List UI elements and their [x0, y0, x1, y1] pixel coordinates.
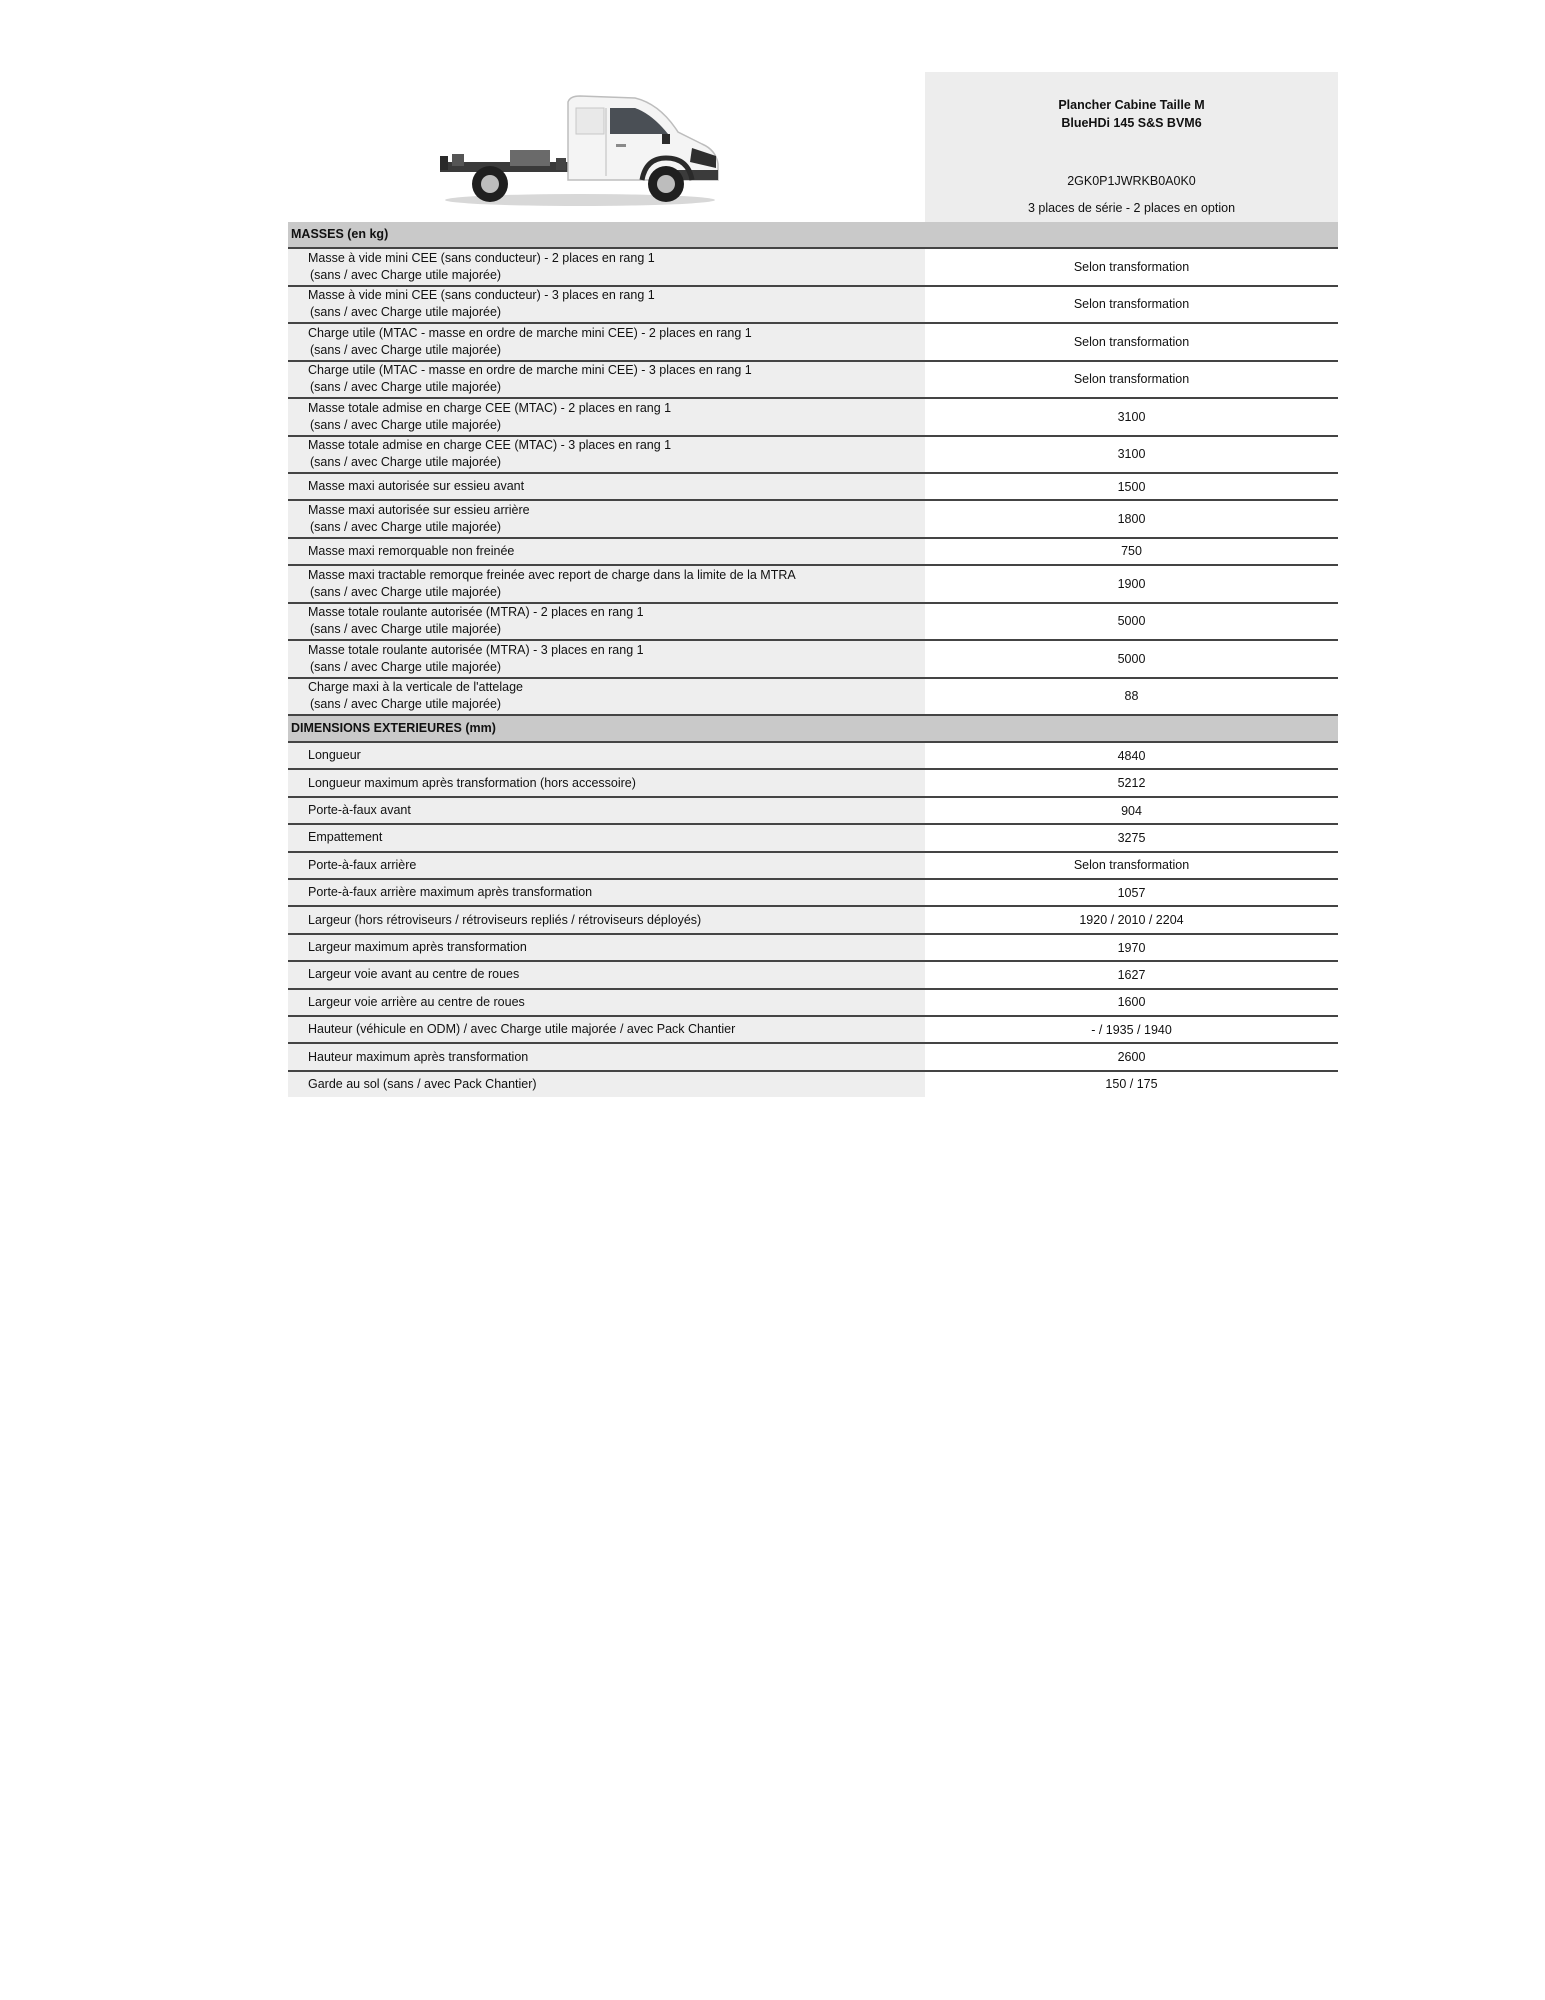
- table-row: [288, 743, 1338, 770]
- row-value: Selon transformation: [925, 853, 1338, 878]
- row-label: [288, 362, 925, 398]
- row-label-line1: Masse maxi remorquable non freinée: [308, 543, 515, 558]
- row-label: [288, 825, 925, 850]
- row-label: [288, 539, 925, 564]
- row-value: 1800: [925, 501, 1338, 537]
- row-value: 5212: [925, 770, 1338, 795]
- row-label-line2: (sans / avec Charge utile majorée): [310, 417, 502, 432]
- row-label: [288, 798, 925, 823]
- row-value: 1627: [925, 962, 1338, 987]
- row-label-line2: (sans / avec Charge utile majorée): [310, 697, 502, 712]
- table-row: [288, 501, 1338, 539]
- row-value: Selon transformation: [925, 287, 1338, 323]
- row-value: 1057: [925, 880, 1338, 905]
- row-label-text: Largeur voie arrière au centre de roues: [308, 994, 525, 1009]
- table-row: [288, 990, 1338, 1017]
- table-row: [288, 362, 1338, 400]
- row-value: 1900: [925, 566, 1338, 602]
- row-label: [288, 907, 925, 932]
- row-label-line1: Masse totale roulante autorisée (MTRA) - 2 places en rang 1: [308, 605, 644, 620]
- table-row: [288, 907, 1338, 934]
- row-label: [288, 1017, 925, 1042]
- row-value: 1970: [925, 935, 1338, 960]
- table-row: [288, 641, 1338, 679]
- row-label-line1: Masse maxi tractable remorque freinée avec report de charge dans la limite de la MTRA: [308, 567, 796, 582]
- row-label-text: Porte-à-faux arrière: [308, 857, 417, 872]
- row-label-line1: Charge utile (MTAC - masse en ordre de marche mini CEE) - 2 places en rang 1: [308, 325, 752, 340]
- row-label: [288, 249, 925, 285]
- row-value: Selon transformation: [925, 249, 1338, 285]
- table-row: [288, 880, 1338, 907]
- row-value: 88: [925, 679, 1338, 715]
- table-row: [288, 604, 1338, 642]
- row-value: 904: [925, 798, 1338, 823]
- row-label-line2: (sans / avec Charge utile majorée): [310, 267, 502, 282]
- row-value: 5000: [925, 604, 1338, 640]
- row-value: 4840: [925, 743, 1338, 768]
- row-label: [288, 770, 925, 795]
- table-row: [288, 539, 1338, 566]
- row-value: 3100: [925, 399, 1338, 435]
- row-label: [288, 1044, 925, 1069]
- table-row: [288, 566, 1338, 604]
- row-label-line2: (sans / avec Charge utile majorée): [310, 659, 502, 674]
- table-row: [288, 679, 1338, 717]
- table-row: [288, 825, 1338, 852]
- row-label-line1: Masse totale roulante autorisée (MTRA) - 3 places en rang 1: [308, 642, 644, 657]
- section-dimensions-title: DIMENSIONS EXTERIEURES (mm): [288, 716, 1338, 743]
- row-value: Selon transformation: [925, 324, 1338, 360]
- sheet-header: [288, 72, 1338, 222]
- table-row: [288, 399, 1338, 437]
- row-value: 750: [925, 539, 1338, 564]
- masses-table: [288, 249, 1338, 716]
- table-row: [288, 1072, 1338, 1097]
- row-label-line1: Masse totale admise en charge CEE (MTAC) - 2 places en rang 1: [308, 400, 672, 415]
- table-row: [288, 437, 1338, 475]
- row-label: [288, 437, 925, 473]
- row-label-text: Porte-à-faux avant: [308, 803, 411, 818]
- row-value: 1920 / 2010 / 2204: [925, 907, 1338, 932]
- row-label-line1: Charge utile (MTAC - masse en ordre de marche mini CEE) - 3 places en rang 1: [308, 363, 752, 378]
- row-value: 1600: [925, 990, 1338, 1015]
- row-label: [288, 501, 925, 537]
- row-label-line1: Charge maxi à la verticale de l'attelage: [308, 680, 524, 695]
- row-label: [288, 1072, 925, 1097]
- row-label-text: Longueur maximum après transformation (hors accessoire): [308, 775, 636, 790]
- row-value: 1500: [925, 474, 1338, 499]
- row-label: [288, 604, 925, 640]
- row-label-line1: Masse totale admise en charge CEE (MTAC) - 3 places en rang 1: [308, 438, 672, 453]
- model-title: [925, 96, 1338, 132]
- row-label: [288, 743, 925, 768]
- row-label-text: Largeur voie avant au centre de roues: [308, 967, 520, 982]
- table-row: [288, 1044, 1338, 1071]
- row-label-line2: (sans / avec Charge utile majorée): [310, 584, 502, 599]
- row-value: 5000: [925, 641, 1338, 677]
- table-row: [288, 798, 1338, 825]
- row-label-text: Empattement: [308, 830, 383, 845]
- row-label-line1: Masse maxi autorisée sur essieu avant: [308, 479, 525, 494]
- row-value: 3275: [925, 825, 1338, 850]
- vehicle-image-cell: [288, 72, 925, 222]
- row-label-text: Porte-à-faux arrière maximum après transformation: [308, 885, 593, 900]
- row-label-line1: Masse maxi autorisée sur essieu arrière: [308, 503, 530, 518]
- row-label: [288, 399, 925, 435]
- table-row: [288, 853, 1338, 880]
- row-label: [288, 679, 925, 715]
- model-title-line2: BlueHDi 145 S&S BVM6: [1061, 116, 1202, 130]
- row-label: [288, 962, 925, 987]
- row-label: [288, 566, 925, 602]
- table-row: [288, 962, 1338, 989]
- row-value: Selon transformation: [925, 362, 1338, 398]
- chassis-cab-van-image: [430, 84, 730, 214]
- row-label: [288, 880, 925, 905]
- row-label-line2: (sans / avec Charge utile majorée): [310, 520, 502, 535]
- row-label-text: Largeur (hors rétroviseurs / rétroviseurs repliés / rétroviseurs déployés): [308, 912, 702, 927]
- table-row: [288, 935, 1338, 962]
- table-row: [288, 770, 1338, 797]
- row-value: 3100: [925, 437, 1338, 473]
- row-value: 150 / 175: [925, 1072, 1338, 1097]
- table-row: [288, 474, 1338, 501]
- model-title-line1: Plancher Cabine Taille M: [1058, 98, 1205, 112]
- model-places: 3 places de série - 2 places en option: [1027, 201, 1236, 215]
- row-label-line1: Masse à vide mini CEE (sans conducteur) - 2 places en rang 1: [308, 250, 655, 265]
- row-label-line2: (sans / avec Charge utile majorée): [310, 380, 502, 395]
- row-label-line2: (sans / avec Charge utile majorée): [310, 305, 502, 320]
- row-label-text: Garde au sol (sans / avec Pack Chantier): [308, 1076, 537, 1091]
- row-value: - / 1935 / 1940: [925, 1017, 1338, 1042]
- table-row: [288, 1017, 1338, 1044]
- row-label-line1: Masse à vide mini CEE (sans conducteur) - 3 places en rang 1: [308, 288, 655, 303]
- table-row: [288, 249, 1338, 287]
- model-header: [925, 72, 1338, 222]
- row-label-text: Longueur: [308, 748, 361, 763]
- spec-sheet: [288, 72, 1338, 1097]
- row-label: [288, 474, 925, 499]
- row-label: [288, 287, 925, 323]
- table-row: [288, 324, 1338, 362]
- row-label-line2: (sans / avec Charge utile majorée): [310, 342, 502, 357]
- row-label: [288, 641, 925, 677]
- row-label-line2: (sans / avec Charge utile majorée): [310, 622, 502, 637]
- row-label: [288, 990, 925, 1015]
- table-row: [288, 287, 1338, 325]
- dimensions-table: [288, 743, 1338, 1097]
- section-masses-title: MASSES (en kg): [288, 222, 1338, 249]
- row-label-line2: (sans / avec Charge utile majorée): [310, 455, 502, 470]
- row-label: [288, 853, 925, 878]
- model-code: 2GK0P1JWRKB0A0K0: [1067, 174, 1196, 188]
- row-value: 2600: [925, 1044, 1338, 1069]
- row-label-text: Largeur maximum après transformation: [308, 940, 527, 955]
- row-label: [288, 324, 925, 360]
- row-label: [288, 935, 925, 960]
- row-label-text: Hauteur maximum après transformation: [308, 1049, 529, 1064]
- row-label-text: Hauteur (véhicule en ODM) / avec Charge utile majorée / avec Pack Chantier: [308, 1022, 736, 1037]
